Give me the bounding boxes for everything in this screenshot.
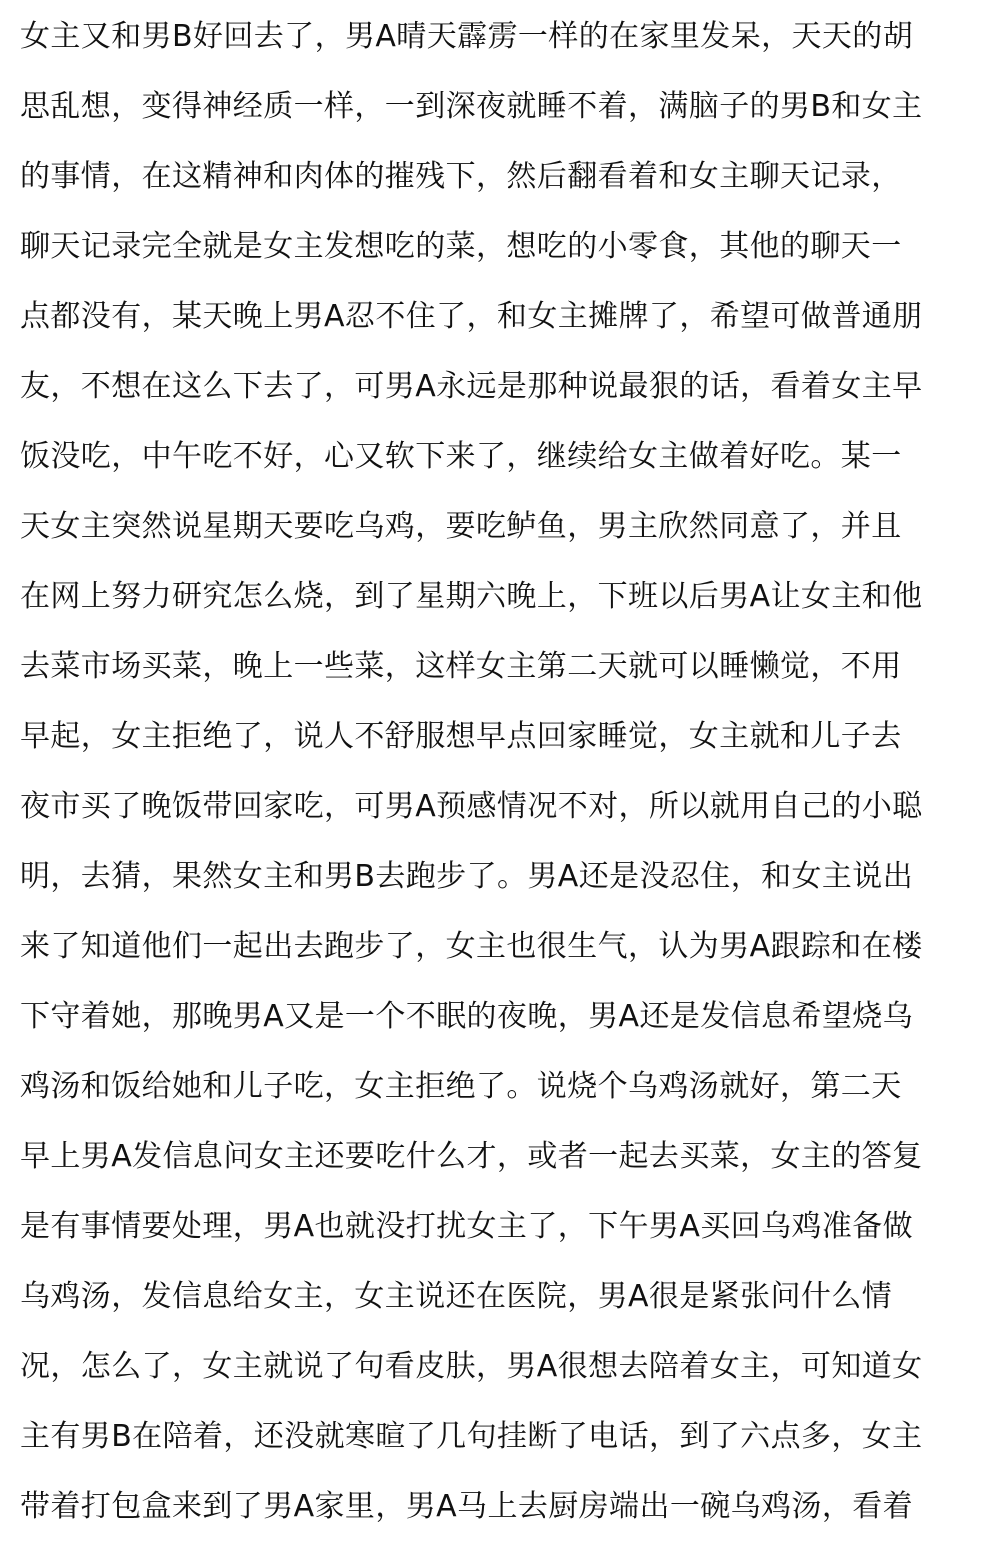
text-line: 思乱想，变得神经质一样，一到深夜就睡不着，满脑子的男B和女主	[20, 89, 923, 124]
article-body	[20, 0, 980, 1542]
text-line: 鸡汤和饭给她和儿子吃，女主拒绝了。说烧个乌鸡汤就好，第二天	[20, 1069, 902, 1104]
text-line: 去菜市场买菜，晚上一些菜，这样女主第二天就可以睡懒觉，不用	[20, 649, 902, 684]
text-line: 明，去猜，果然女主和男B去跑步了。男A还是没忍住，和女主说出	[20, 859, 914, 894]
text-line: 点都没有，某天晚上男A忍不住了，和女主摊牌了，希望可做普通朋	[20, 299, 923, 334]
text-line: 夜市买了晚饭带回家吃，可男A预感情况不对，所以就用自己的小聪	[20, 789, 923, 824]
text-line: 聊天记录完全就是女主发想吃的菜，想吃的小零食，其他的聊天一	[20, 229, 902, 264]
text-line: 况，怎么了，女主就说了句看皮肤，男A很想去陪着女主，可知道女	[20, 1349, 923, 1384]
text-line: 早上男A发信息问女主还要吃什么才，或者一起去买菜，女主的答复	[20, 1139, 923, 1174]
text-line: 在网上努力研究怎么烧，到了星期六晚上，下班以后男A让女主和他	[20, 579, 923, 614]
text-line: 来了知道他们一起出去跑步了，女主也很生气，认为男A跟踪和在楼	[20, 929, 923, 964]
text-line: 带着打包盒来到了男A家里，男A马上去厨房端出一碗乌鸡汤，看着	[20, 1489, 914, 1524]
text-line: 的事情，在这精神和肉体的摧残下，然后翻看着和女主聊天记录，	[20, 159, 902, 194]
text-line: 早起，女主拒绝了，说人不舒服想早点回家睡觉，女主就和儿子去	[20, 719, 902, 754]
text-line: 主有男B在陪着，还没就寒暄了几句挂断了电话，到了六点多，女主	[20, 1419, 923, 1454]
text-line: 是有事情要处理，男A也就没打扰女主了，下午男A买回乌鸡准备做	[20, 1209, 914, 1244]
text-line: 女主又和男B好回去了，男A晴天霹雳一样的在家里发呆，天天的胡	[20, 19, 914, 54]
text-line: 下守着她，那晚男A又是一个不眠的夜晚，男A还是发信息希望烧乌	[20, 999, 914, 1034]
text-line: 乌鸡汤，发信息给女主，女主说还在医院，男A很是紧张问什么情	[20, 1279, 893, 1314]
text-line: 天女主突然说星期天要吃乌鸡，要吃鲈鱼，男主欣然同意了，并且	[20, 509, 902, 544]
text-line: 饭没吃，中午吃不好，心又软下来了，继续给女主做着好吃。某一	[20, 439, 902, 474]
text-line: 友，不想在这么下去了，可男A永远是那种说最狠的话，看着女主早	[20, 369, 923, 404]
